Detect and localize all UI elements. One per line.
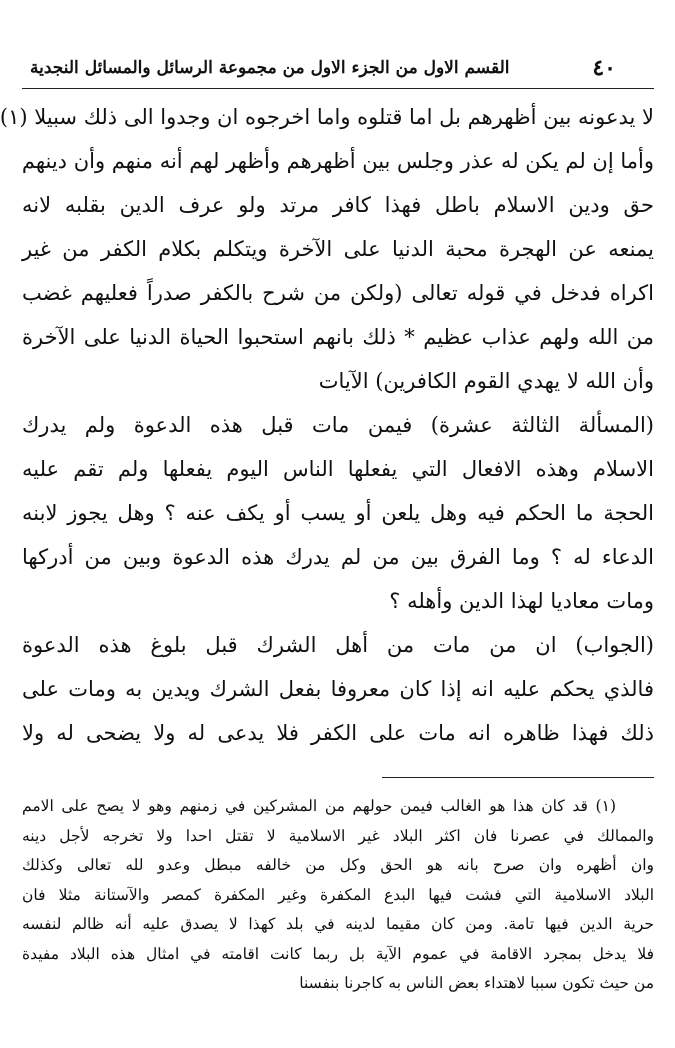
- running-title: القسم الاول من الجزء الاول من مجموعة الرسائل والمسائل النجدية: [30, 58, 510, 78]
- footnote-line: وان أظهره وان صرح بانه هو الحق وكل من خالفه مبطل وعدو لله تعالى وكذلك: [22, 856, 654, 874]
- text-line: اكراه فدخل في قوله تعالى (ولكن من شرح بالكفر صدراً فعليهم غضب: [22, 281, 654, 305]
- text-line: الدعاء له ؟ وما الفرق بين من لم يدرك هذه الدعوة وبين من أدركها: [22, 545, 654, 569]
- main-text: [0, 95, 654, 755]
- text-line: الاسلام وهذه الافعال التي يفعلها الناس اليوم يفعلها ولم تقم عليه: [22, 457, 654, 481]
- footnote-line: من حيث تكون سببا لاهتداء بعض الناس به كاجرنا بنفسنا: [299, 974, 654, 992]
- footnote-line: حرية الدين فيها تامة. ومن كان مقيما لدينه في بلد كهذا لا يصدق عليه أنه ظالم لنفسه: [22, 915, 654, 933]
- text-line: فالذي يحكم عليه انه إذا كان معروفا بفعل الشرك ويدين به ومات على: [22, 677, 654, 701]
- text-line: وأن الله لا يهدي القوم الكافرين) الآيات: [318, 369, 654, 393]
- text-line: لا يدعونه بين أظهرهم بل اما قتلوه واما اخرجوه ان وجدوا الى ذلك سبيلا (١): [0, 105, 654, 129]
- footnote-line: (١) قد كان هذا هو الغالب فيمن حولهم من المشركين في زمنهم وهو لا يصح على الامم: [22, 797, 616, 815]
- text-line: حق ودين الاسلام باطل فهذا كافر مرتد ولو عرف الدين بقلبه لانه: [22, 193, 654, 217]
- footnote-line: والممالك في عصرنا فان اكثر البلاد غير الاسلامية لا تقتل احدا ولا تخرجه لأجل دينه: [22, 826, 654, 845]
- text-line: يمنعه عن الهجرة محبة الدنيا على الآخرة ويتكلم بكلام الكفر من غير: [22, 237, 654, 261]
- text-line: ومات معاديا لهذا الدين وأهله ؟: [389, 589, 654, 613]
- text-line: من الله ولهم عذاب عظيم * ذلك بانهم استحبوا الحياة الدنيا على الآخرة: [22, 325, 654, 349]
- book-page: [0, 48, 654, 999]
- footnote-separator-wrap: [22, 755, 654, 778]
- text-line: وأما إن لم يكن له عذر وجلس بين أظهرهم وأظهر لهم أنه منهم وأن دينهم: [21, 149, 654, 173]
- text-line: الحجة ما الحكم فيه وهل يلعن أو يسب أو يكف عنه ؟ وهل يجوز لابنه: [22, 501, 654, 525]
- page-header: [22, 48, 654, 89]
- page-number: ٤٠: [592, 55, 616, 81]
- text-line: ذلك فهذا ظاهره انه مات على الكفر فلا يدعى له ولا يضحى له ولا: [22, 721, 654, 745]
- footnotes: [22, 792, 654, 999]
- footnote-separator: [382, 777, 654, 778]
- question-heading-line: (المسألة الثالثة عشرة) فيمن مات قبل هذه الدعوة ولم يدرك: [22, 413, 654, 437]
- footnote-line: البلاد الاسلامية التي فشت فيها البدع المكفرة وغير المكفرة كمصر والآستانة مثلا فان: [22, 885, 654, 904]
- footnote-line: فلا يدخل بمجرد الاقامة في عموم الآية بل ربما كانت اقامته في امثال هذه البلاد مفيدة: [22, 944, 654, 963]
- answer-heading-line: (الجواب) ان من مات من أهل الشرك قبل بلوغ هذه الدعوة: [22, 633, 654, 657]
